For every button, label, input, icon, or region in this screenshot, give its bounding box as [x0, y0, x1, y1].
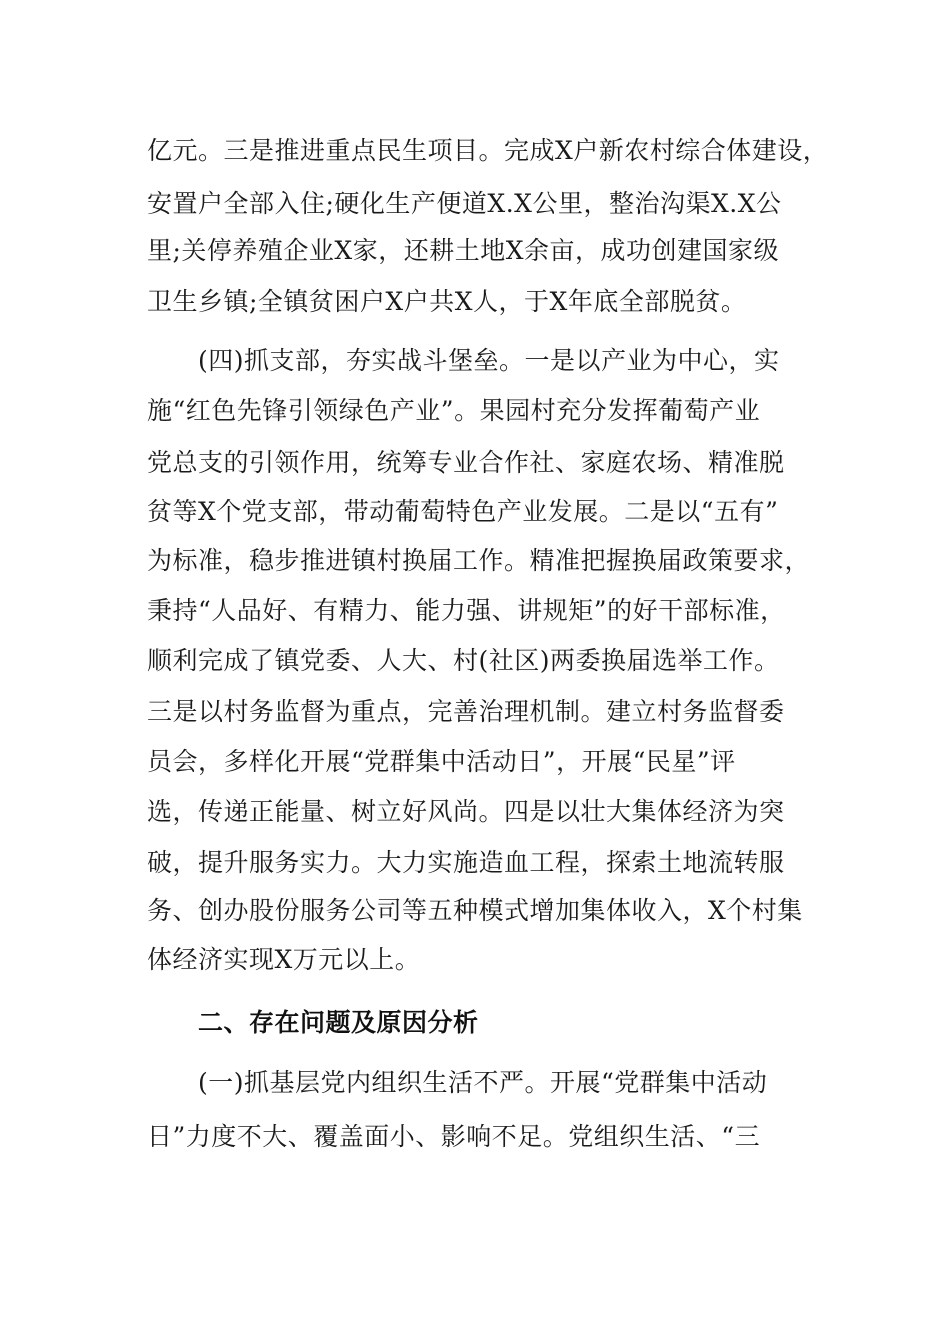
- paragraph-line: 卫生乡镇;全镇贫困户X户共X人，于X年底全部脱贫。: [147, 287, 747, 316]
- paragraph-line: 务、创办股份服务公司等五种模式增加集体收入，X个村集: [147, 896, 803, 925]
- paragraph-line: 安置户全部入住;硬化生产便道X.X公里，整治沟渠X.X公: [147, 189, 782, 218]
- paragraph-line: 秉持“人品好、有精力、能力强、讲规矩”的好干部标准，: [147, 596, 786, 625]
- paragraph-line: 选，传递正能量、树立好风尚。四是以壮大集体经济为突: [147, 797, 785, 826]
- paragraph-line: 三是以村务监督为重点，完善治理机制。建立村务监督委: [147, 697, 785, 726]
- paragraph-line: (一)抓基层党内组织生活不严。开展“党群集中活动: [198, 1068, 768, 1097]
- paragraph-line: 日”力度不大、覆盖面小、影响不足。党组织生活、“三: [147, 1122, 761, 1151]
- paragraph-line: 体经济实现X万元以上。: [147, 945, 421, 974]
- paragraph-line: (四)抓支部，夯实战斗堡垒。一是以产业为中心，实: [198, 346, 780, 375]
- paragraph-line: 贫等X个党支部，带动葡萄特色产业发展。二是以“五有”: [147, 497, 779, 526]
- paragraph-line: 员会，多样化开展“党群集中活动日”，开展“民星”评: [147, 747, 736, 776]
- section-heading: 二、存在问题及原因分析: [198, 1008, 479, 1037]
- paragraph-line: 破，提升服务实力。大力实施造血工程，探索土地流转服: [147, 848, 785, 877]
- paragraph-line: 为标准，稳步推进镇村换届工作。精准把握换届政策要求，: [147, 546, 811, 575]
- paragraph-line: 施“红色先锋引领绿色产业”。果园村充分发挥葡萄产业: [147, 396, 761, 425]
- paragraph-line: 顺利完成了镇党委、人大、村(社区)两委换届选举工作。: [147, 646, 780, 675]
- paragraph-line: 亿元。三是推进重点民生项目。完成X户新农村综合体建设，: [147, 136, 829, 165]
- paragraph-line: 里;关停养殖企业X家，还耕土地X余亩，成功创建国家级: [147, 236, 780, 265]
- paragraph-line: 党总支的引领作用，统筹专业合作社、家庭农场、精准脱: [147, 448, 785, 477]
